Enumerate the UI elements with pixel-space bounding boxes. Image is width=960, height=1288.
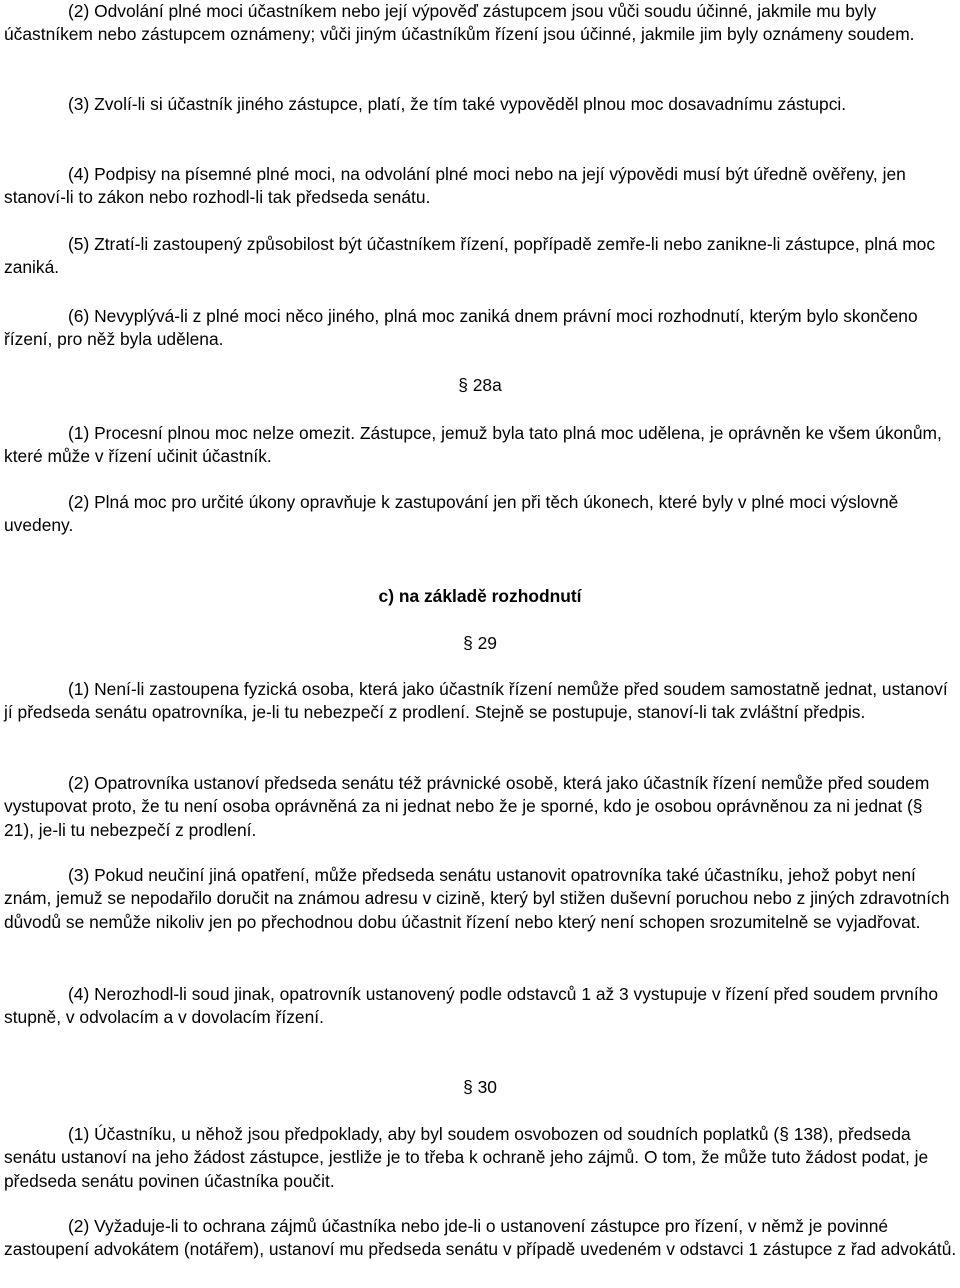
paragraph-28-4: (4) Podpisy na písemné plné moci, na odvolání plné moci nebo na její výpovědi musí být úředně ověřeny, jen stanoví-li to zákon nebo rozhodl-li tak předseda senátu. — [4, 164, 906, 208]
paragraph-30-1: (1) Účastníku, u něhož jsou předpoklady, aby byl soudem osvobozen od soudních poplatků (§ 138), předseda senátu ustanoví na jeho žádost zástupce, jestliže je to třeba k ochraně jeho zájmů. O tom, že může tuto žádost podat, je předseda senátu povinen účastníka poučit. — [4, 1124, 929, 1191]
paragraph-28-5: (5) Ztratí-li zastoupený způsobilost být účastníkem řízení, popřípadě zemře-li nebo zanikne-li zástupce, plná moc zaniká. — [4, 234, 936, 278]
paragraph-28a-2: (2) Plná moc pro určité úkony opravňuje k zastupování jen při těch úkonech, které byly v plné moci výslovně uvedeny. — [4, 492, 899, 536]
paragraph-28a-1: (1) Procesní plnou moc nelze omezit. Zástupce, jemuž byla tato plná moc udělena, je oprávněn ke všem úkonům, které může v řízení učinit účastník. — [4, 423, 942, 467]
paragraph-28-2: (2) Odvolání plné moci účastníkem nebo její výpověď zástupcem jsou vůči soudu účinné, jakmile mu byly účastníkem nebo zástupcem oznámeny; vůči jiným účastníkům řízení jsou účinné, jakmile jim byly oznámeny soudem. — [4, 1, 915, 45]
section-mark-28a: § 28a — [458, 375, 502, 395]
paragraph-28-6: (6) Nevyplývá-li z plné moci něco jiného, plná moc zaniká dnem právní moci rozhodnutí, kterým bylo skončeno řízení, pro něž byla udělena. — [4, 306, 918, 350]
heading-c: c) na základě rozhodnutí — [378, 586, 582, 606]
paragraph-29-4: (4) Nerozhodl-li soud jinak, opatrovník ustanovený podle odstavců 1 až 3 vystupuje v řízení před soudem prvního stupně, v odvolacím a v dovolacím řízení. — [4, 984, 939, 1028]
section-mark-30: § 30 — [463, 1077, 497, 1097]
paragraph-29-1: (1) Není-li zastoupena fyzická osoba, která jako účastník řízení nemůže před soudem samostatně jednat, ustanoví jí předseda senátu opatrovníka, je-li tu nebezpečí z prodlení. Stejně se postupuje, stanoví-li tak zvláštní předpis. — [4, 679, 948, 723]
paragraph-29-2: (2) Opatrovníka ustanoví předseda senátu též právnické osobě, která jako účastník řízení nemůže před soudem vystupovat proto, že tu není osoba oprávněná za ni jednat nebo že je sporné, kdo je osobou oprávněnou za ni jednat (§ 21), je-li tu nebezpečí z prodlení. — [4, 773, 930, 840]
paragraph-28-3: (3) Zvolí-li si účastník jiného zástupce, platí, že tím také vypověděl plnou moc dosavadnímu zástupci. — [68, 94, 847, 114]
section-mark-29: § 29 — [463, 633, 497, 653]
paragraph-29-3: (3) Pokud neučiní jiná opatření, může předseda senátu ustanovit opatrovníka také účastníku, jehož pobyt není znám, jemuž se nepodařilo doručit na známou adresu v cizině, který byl stižen duševní poruchou nebo z jiných zdravotních důvodů se nemůže nikoliv jen po přechodnou dobu účastnit řízení nebo který není schopen srozumitelně se vyjadřovat. — [4, 865, 950, 932]
paragraph-30-2: (2) Vyžaduje-li to ochrana zájmů účastníka nebo jde-li o ustanovení zástupce pro řízení, v němž je povinné zastoupení advokátem (notářem), ustanoví mu předseda senátu v případě uvedeném v odstavci 1 zástupce z řad advokátů. — [4, 1216, 957, 1260]
